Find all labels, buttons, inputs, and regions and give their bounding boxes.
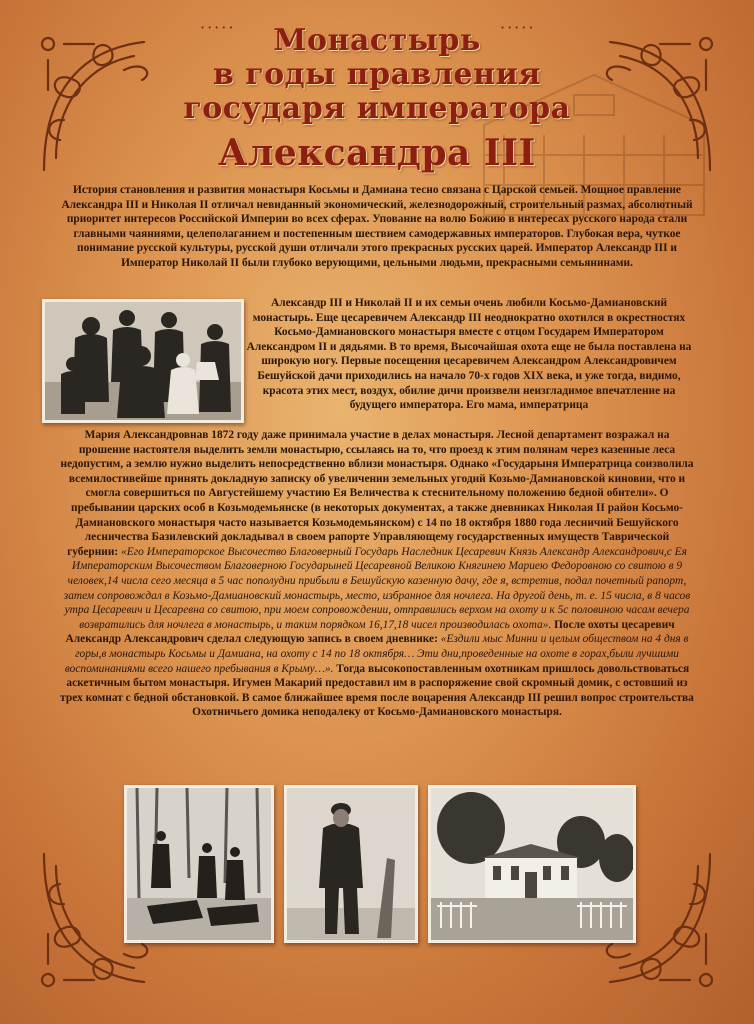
intro-text: История становления и развития монастыря Косьмы и Дамиана тесно связана с Царской семьей. Мощное правление Александра III и Николая II отличал невиданный экономический, железнодорожный, строительный размах, абсолютный приоритет интересов Российской Империи во всех сферах. Упование на волю Божию в интересах русского народа стали главными чаяниями, целеполаганием и постепенным шествием самодержавных императоров. Глубокая вера, чуткое понимание русской культуры, русской души отличали этого прекрасных русских царей. Император Александр III и Император Николай II были глубоко верующими, цельными людьми, прекрасными семьянинами. <box>61 184 693 269</box>
tsar-portrait-photo <box>284 785 418 943</box>
main-text-part2: После охоты цесаревич Александр Александрович сделал следующую запись в своем дневнике: <box>65 618 675 646</box>
title-divider-icon: ····· <box>500 18 536 37</box>
family-photo <box>42 299 244 423</box>
title-line-3: государя императора <box>183 91 571 126</box>
side-paragraph <box>244 296 694 413</box>
intro-paragraph <box>60 183 694 271</box>
hunting-lodge-photo <box>428 785 636 943</box>
side-text: Александр III и Николай II и их семьи очень любили Косьмо-Дамиановский монастырь. Еще цесаревичем Александр III неоднократно охотился в окрестностях Косьмо-Дамиановского монастыря вместе с отцом Государем Императором Александром II и дядьями. В то время, Высочайшая охота еще не была поставлена на широкую ногу. Первые посещения цесаревичем Александром Александровичем Бешуйской дачи приходились на начало 70-х годов XIX века, и уже тогда, видимо, красота этих мест, воздух, обилие дичи произвели неизгладимое впечатление на будущего императора. Его мама, императрица <box>246 297 692 412</box>
diary-quote: «Ездили мыс Минни и целым обществом на 4 дня в горы,в монастырь Косьмы и Дамиана, на охоту с 14 по 18 октября… Эти дни,проведенные на охоте в горах,были лучшими воспоминаниями всего нашего пребывания в Крыму…». <box>64 633 689 675</box>
hunting-party-photo <box>124 785 274 943</box>
main-paragraph <box>60 428 694 720</box>
main-text-part1: Мария Александровнав 1872 году даже принимала участие в делах монастыря. Лесной департамент возражал на прошение настоятеля выделить земли монастырю, ссылаясь на то, что проезд к этим полянам через казенные леса недопустим, а землю нужно выделить непосредственно вблизи монастыря. Однако «Государыня Императрица соизволила всемилостивейше принять докладную записку об увеличении земельных угодий Козьмо-Дамиановской киновии, что и смогла совершиться по Августейшему участию Ея Величества к стеснительному положению бедной обители». О пребывании царских особ в Козьмодемьянске (в некоторых документах, а также дневниках Николая II район Косьмо-Дамиановского монастыря часто называется Козьмодемьянском) с 14 по 18 октября 1880 года лесничий Бешуйского лесничества Базилевский докладывал в своем рапорте Управляющему государственных имуществ Таврической губернии: <box>60 429 694 558</box>
page-title <box>0 24 754 176</box>
title-line-2: в годы правления <box>212 57 542 92</box>
report-quote: «Его Императорское Высочество Благоверный Государь Наследник Цесаревич Князь Александр Александрович,с Ея Императорским Высочеством Благоверною Государыней Цесаревной Великою Княгинею Мариею Федоровною со свитою в 9 человек,14 числа сего месяца в 5 час пополудни прибыли в Бешуйскую казенную дачу, где я, встретив, подал почетный рапорт, затем сопровождал в Козьмо-Дамиановский монастырь, место, избранное для ночлега. На другой день, т. е. 15 числа, в 8 часов утра Цесаревич и Цесаревна со свитою, при моем сопровождении, отправились верхом на охоту и к 5с половиною часам вечера возвратились для ночлега в монастырь, и таким порядком 16,17,18 чисел производилась охота». <box>63 545 691 631</box>
main-text-part3: Тогда высокопоставленным охотникам пришлось довольствоваться аскетичным бытом монастыря. Игумен Макарий предоставил им в распоряжение свой скромный домик, с остовший из трех комнат с бедной обстановкой. В самое ближайшее время после воцарения Александр III решил вопрос строительства Охотничьего домика неподалеку от Косьмо-Дамиановского монастыря. <box>60 662 694 719</box>
title-line-1: Монастырь <box>273 23 481 58</box>
title-divider-icon: ····· <box>200 18 236 37</box>
title-line-4: Александра III <box>218 132 536 174</box>
